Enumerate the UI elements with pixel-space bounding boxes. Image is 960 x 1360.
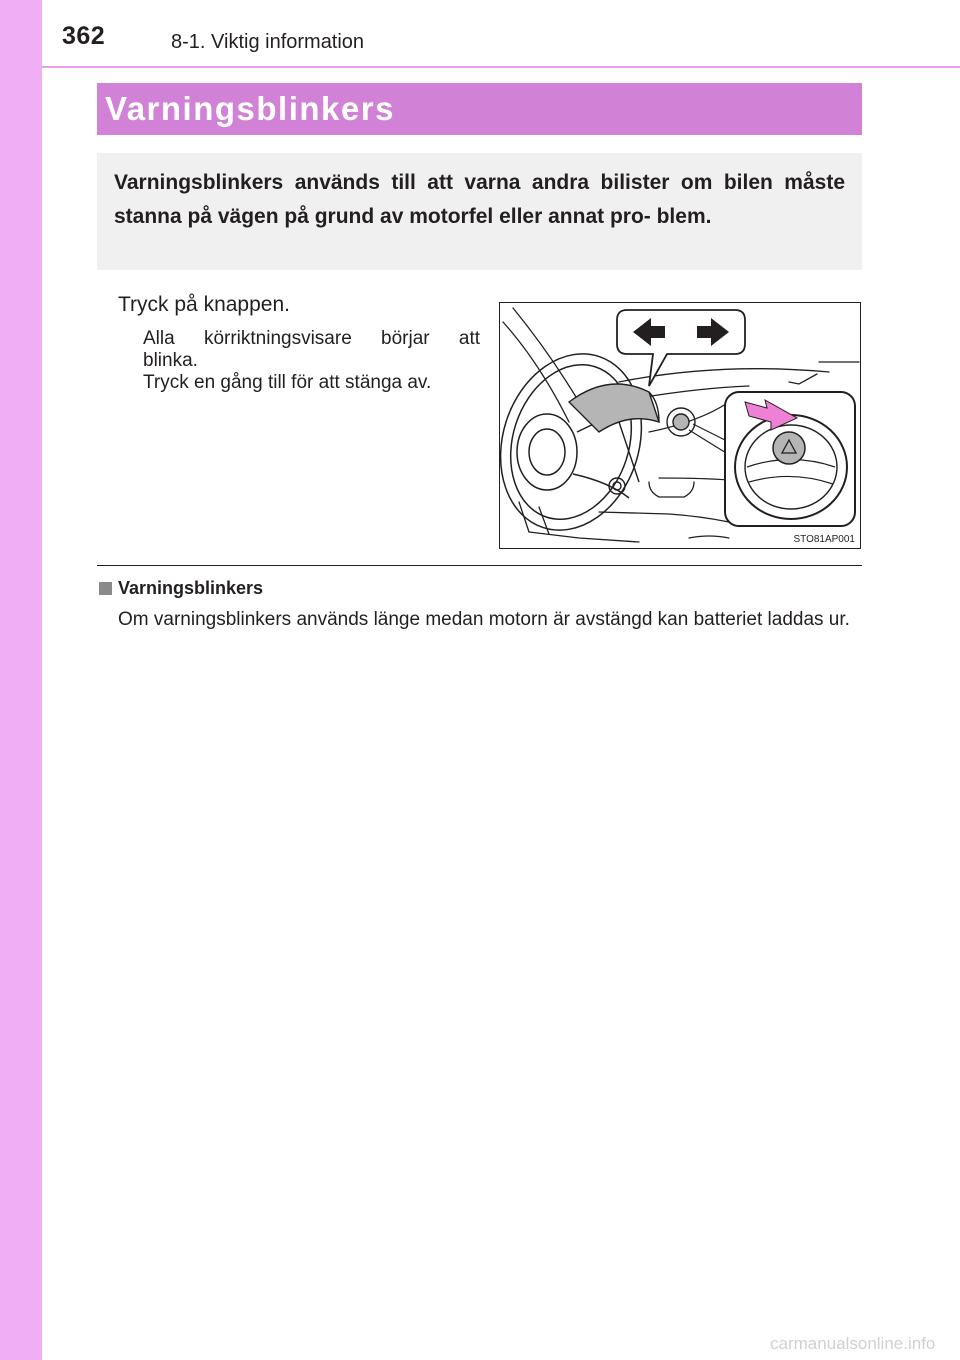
step-detail-line-2: blinka. [143, 350, 198, 371]
section-title: Varningsblinkers [105, 90, 395, 127]
hazard-switch-illustration [499, 302, 861, 549]
section-title-bar [97, 83, 862, 135]
intro-text: Varningsblinkers används till att varna andra bilister om bilen måste stanna på vägen på grund av motorfel eller annat pro- blem. [114, 171, 845, 228]
watermark: carmanualsonline.info [770, 1334, 936, 1353]
step-detail-line-3: Tryck en gång till för att stänga av. [143, 372, 432, 393]
header-rule [42, 66, 960, 68]
figure-code: STO81AP001 [793, 534, 855, 545]
section-rule [97, 565, 862, 566]
chapter-heading: 8-1. Viktig information [171, 31, 365, 53]
note-title: Varningsblinkers [118, 578, 264, 598]
hazard-button-zoom [725, 392, 855, 526]
step-detail-line-1: Alla körriktningsvisare börjar att [143, 328, 480, 349]
chapter-side-band [0, 0, 42, 1360]
intro-box [97, 153, 862, 270]
note-square-icon [99, 582, 112, 595]
page-number: 362 [62, 22, 106, 50]
step-title: Tryck på knappen. [118, 293, 290, 316]
note-body: Om varningsblinkers används länge medan motorn är avstängd kan batteriet laddas ur. [118, 609, 850, 630]
step-detail [143, 328, 480, 394]
